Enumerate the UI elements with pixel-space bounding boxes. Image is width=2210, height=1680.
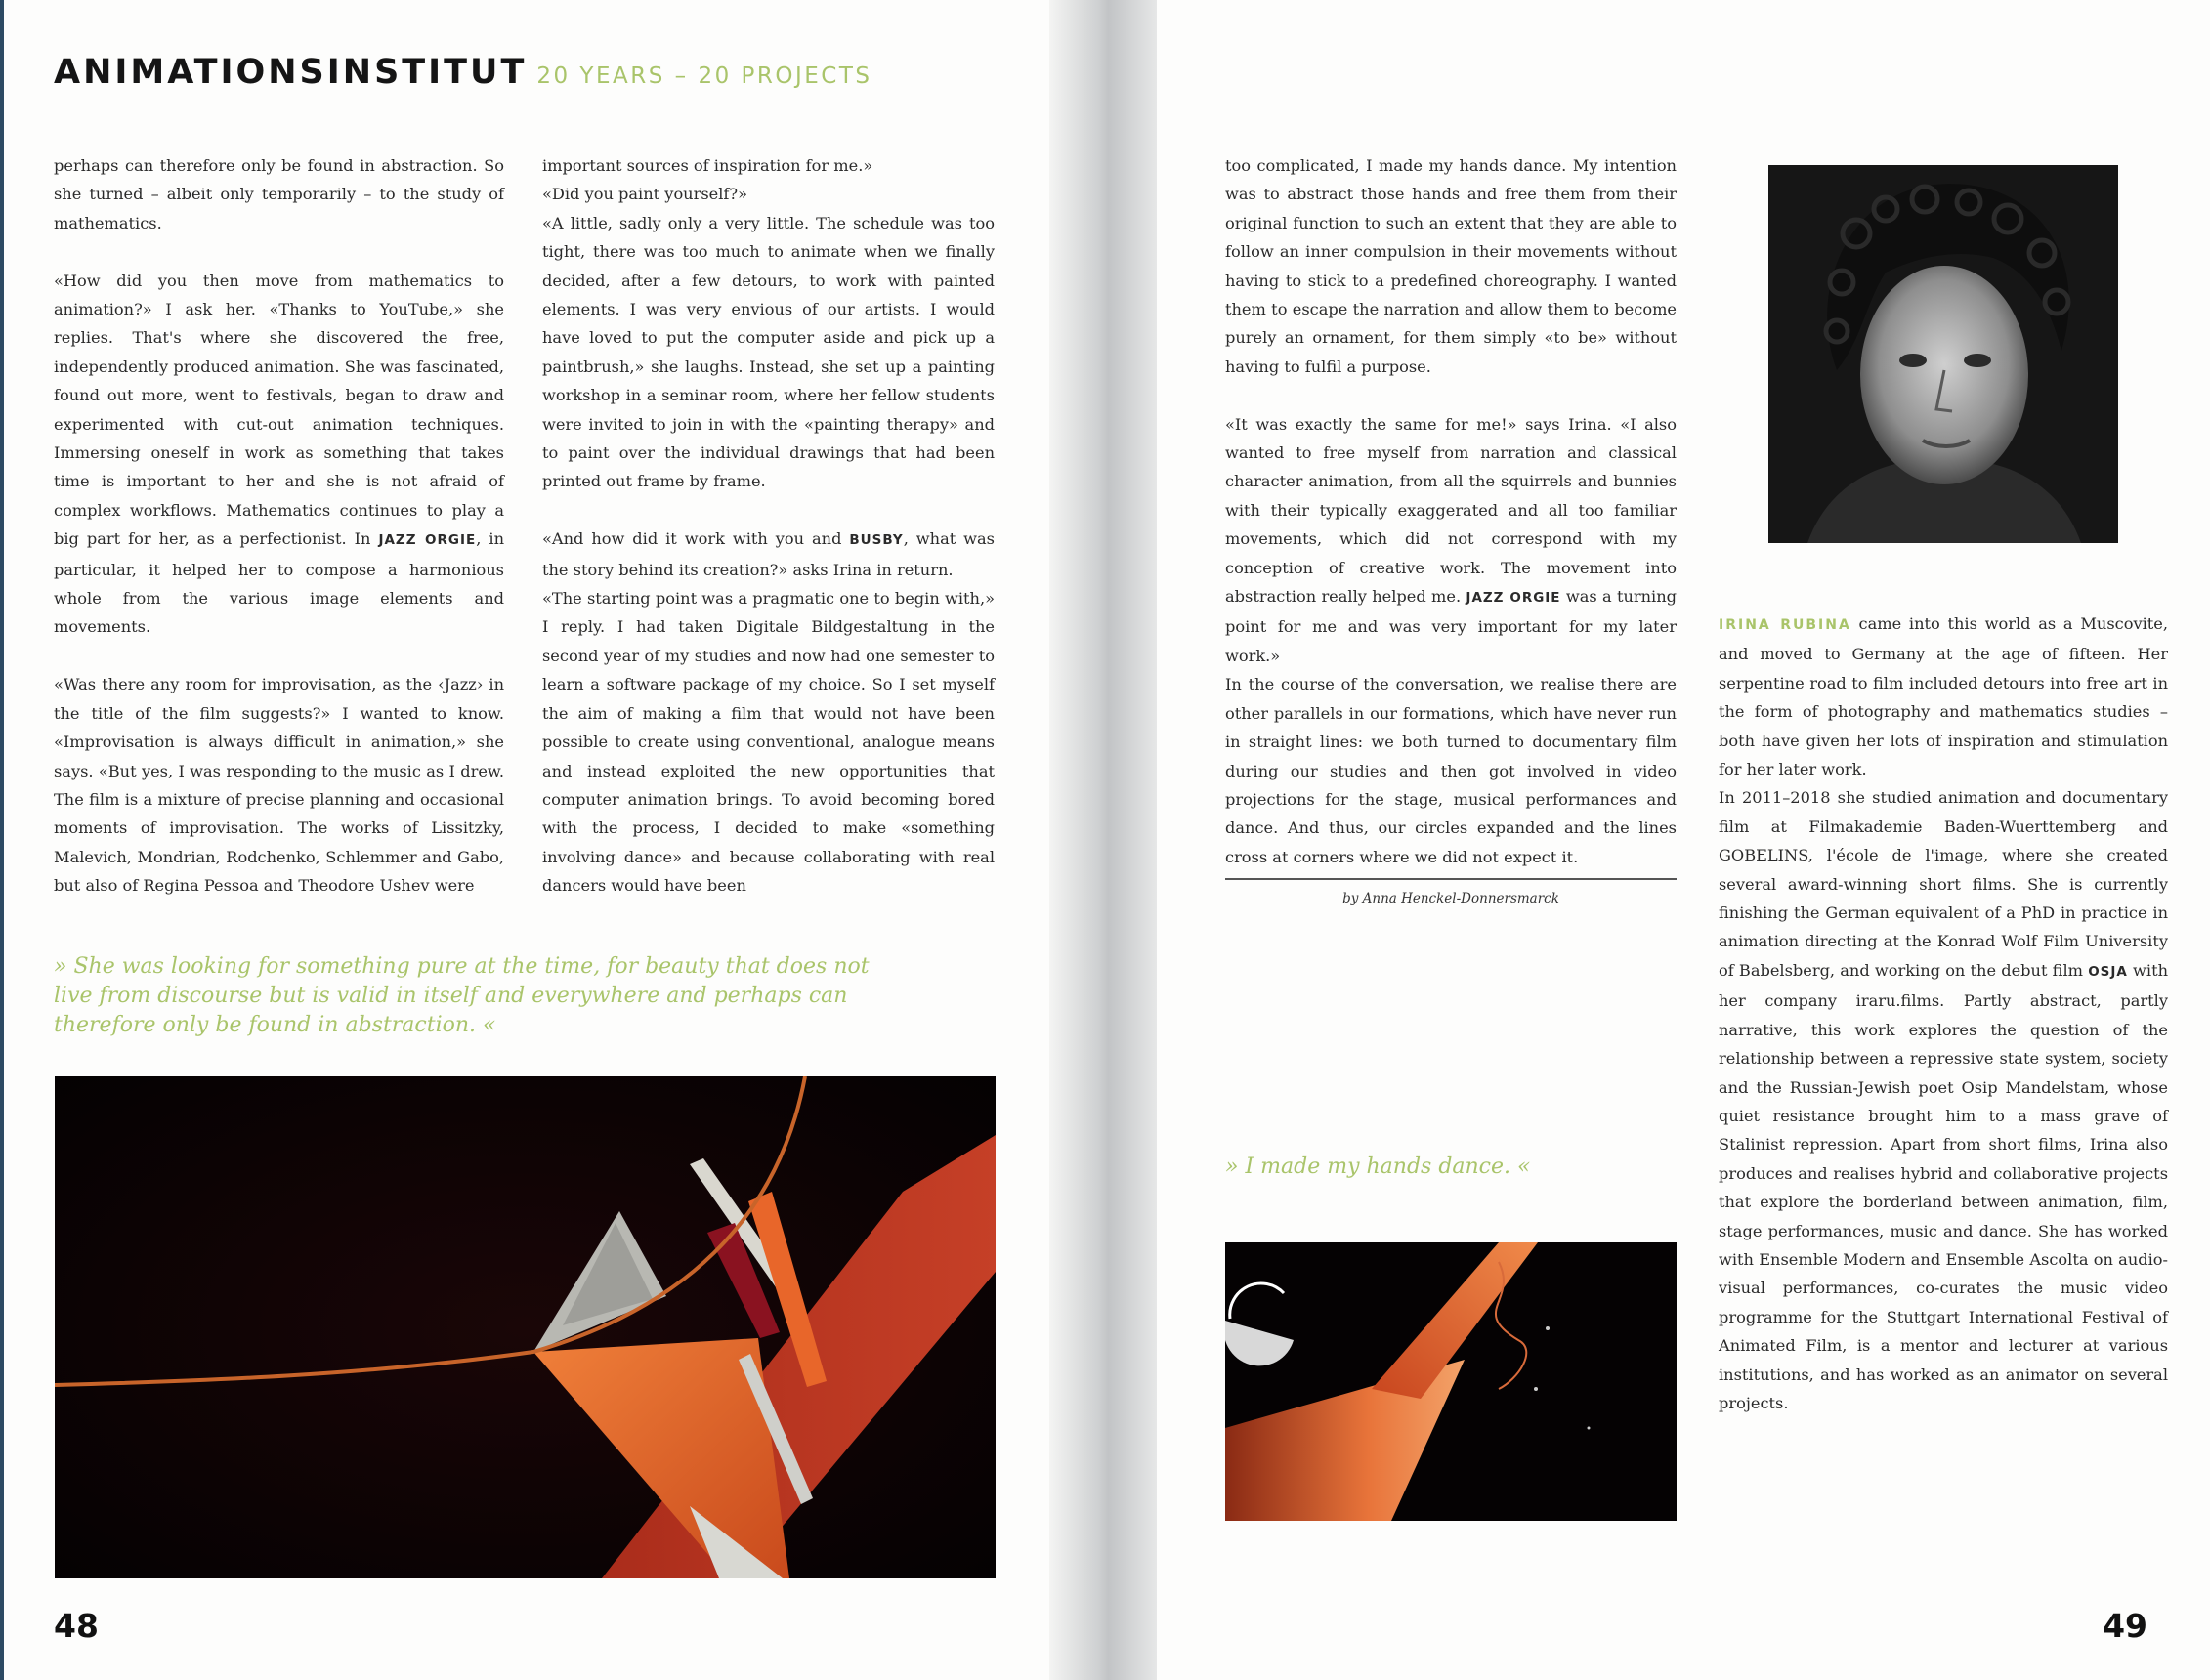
paragraph: «The starting point was a pragmatic one to begin with,» I reply. I had taken Digitale Bildgestaltung in the second year of my studies and now had one semester to learn a software package of my choice. So I set myself the aim of making a film that would not have been possible to create using conventional, analogue means and instead exploited the new opportunities that computer animation brings. To avoid becoming bored with the process, I decided to make «something involving dance» and because collaborating with real dancers would have been	[542, 589, 995, 896]
paragraph: too complicated, I made my hands dance. My intention was to abstract those hands and free them from their original function to such an extent that they are able to follow an inner compulsion in their movements without having to stick to a predefined choreography. I wanted them to escape the narration and allow them to become purely an ornament, for them simply «to be» without having to fulfil a purpose.	[1225, 156, 1677, 376]
pull-quote: » I made my hands dance. «	[1225, 1155, 1531, 1179]
film-title-osja: OSJA	[2088, 963, 2128, 980]
running-header	[54, 53, 872, 92]
divider-rule	[1225, 878, 1677, 880]
page-number-left: 48	[54, 1607, 99, 1645]
paragraph: IRINA RUBINA came into this world as a Muscovite, and moved to Germany at the age of fifteen. Her serpentine road to film included detours into free art in the form of photography and mathematics studies – both have given her lots of inspiration and stimulation for her later work.	[1719, 614, 2168, 779]
header-subtitle: 20 YEARS – 20 PROJECTS	[536, 63, 872, 89]
right-page	[1157, 0, 2210, 1680]
paragraph: «It was exactly the same for me!» says Irina. «I also wanted to free myself from narration and classical character animation, from all the squirrels and bunnies with their typically exaggerated and all too familiar movements, which did not correspond with my conception of creative work. The movement into abstraction really helped me. JAZZ ORGIE was a turning point for me and was very important for my later work.»	[1225, 414, 1678, 665]
paragraph: important sources of inspiration for me.»	[542, 156, 873, 175]
paragraph: «Was there any room for improvisation, as the ‹Jazz› in the title of the film suggests?» I wanted to know. «Improvisation is always difficult in animation,» she says. «But yes, I was responding to the music as I drew. The film is a mixture of precise planning and occasional moments of improvisation. The works of Lissitzky, Malevich, Mondrian, Rodchenko, Schlemmer and Gabo, but also of Regina Pessoa and Theodore Ushev were	[54, 675, 504, 896]
paragraph: In 2011–2018 she studied animation and documentary film at Filmakademie Baden-Wuerttemberg and GOBELINS, l'école de l'image, where she created several award-winning short films. She is currently finishing the German equivalent of a PhD in practice in animation directing at the Konrad Wolf Film University of Babelsberg, and working on the debut film OSJA with her company iraru.films. Partly abstract, partly narrative, this work explores the question of the relationship between a repressive state system, society and the Russian-Jewish poet Osip Mandelstam, whose quiet resistance brought him to a mass grave of Stalinist repression. Apart from short films, Irina also produces and realises hybrid and collaborative projects that explore the borderland between animation, film, stage performances, music and dance. She has worked with Ensemble Modern and Ensemble Ascolta on audio-visual performances, co-curates the music video programme for the Stuttgart International Festival of Animated Film, is a mentor and lecturer at various institutions, and has worked as an animator on several projects.	[1719, 788, 2169, 1412]
bio-name: IRINA RUBINA	[1719, 617, 1851, 633]
portrait-photo	[1768, 165, 2118, 543]
paragraph: «A little, sadly only a very little. The schedule was too tight, there was too much to animate when we finally decided, after a few detours, to work with painted elements. I was very envious of our artists. I would have loved to put the computer aside and pick up a paintbrush,» she laughs. Instead, she set up a painting workshop in a seminar room, where her fellow students were invited to join in with the «painting therapy» and to paint over the individual drawings that had been printed out frame by frame.	[542, 213, 995, 491]
text-column-3	[1225, 151, 1677, 871]
page-number-right: 49	[2103, 1607, 2147, 1645]
paragraph: «And how did it work with you and BUSBY, what was the story behind its creation?» asks Irina in return.	[542, 529, 995, 579]
book-gutter	[1049, 0, 1157, 1680]
paragraph: perhaps can therefore only be found in abstraction. So she turned – albeit only temporarily – to the study of mathematics.	[54, 156, 504, 232]
paragraph: «How did you then move from mathematics to animation?» I ask her. «Thanks to YouTube,» she replies. That's where she discovered the free, independently produced animation. She was fascinated, found out more, went to festivals, began to draw and experimented with cut-out animation techniques. Immersing oneself in work as something that takes time is important to her and she is not afraid of complex workflows. Mathematics continues to play a big part for her, as a perfectionist. In JAZZ ORGIE, in particular, it helped her to compose a harmonious whole from the various image elements and movements.	[54, 271, 504, 637]
text-column-1	[54, 151, 504, 901]
text-column-2	[542, 151, 995, 901]
paragraph: «Did you paint yourself?»	[542, 185, 747, 204]
bio-column	[1719, 609, 2168, 1417]
header-title: ANIMATIONSINSTITUT	[54, 53, 528, 92]
byline: by Anna Henckel-Donnersmarck	[1342, 891, 1559, 906]
film-title-busby: BUSBY	[849, 532, 904, 549]
film-title-jazz-orgie: JAZZ ORGIE	[1466, 590, 1561, 607]
film-still-busby	[1225, 1242, 1677, 1521]
left-page	[4, 0, 1049, 1680]
paragraph: In the course of the conversation, we realise there are other parallels in our formations, which have never run in straight lines: we both turned to documentary film during our studies and then got involved in video projections for the stage, musical performances and dance. And thus, our circles expanded and the lines cross at corners where we did not expect it.	[1225, 675, 1677, 866]
pull-quote: » She was looking for something pure at the time, for beauty that does not live from discourse but is valid in itself and everywhere and perhaps can therefore only be found in abstraction. «	[54, 954, 870, 1037]
film-still-jazz-orgie	[55, 1076, 996, 1578]
film-title-jazz-orgie: JAZZ ORGIE	[378, 532, 477, 549]
